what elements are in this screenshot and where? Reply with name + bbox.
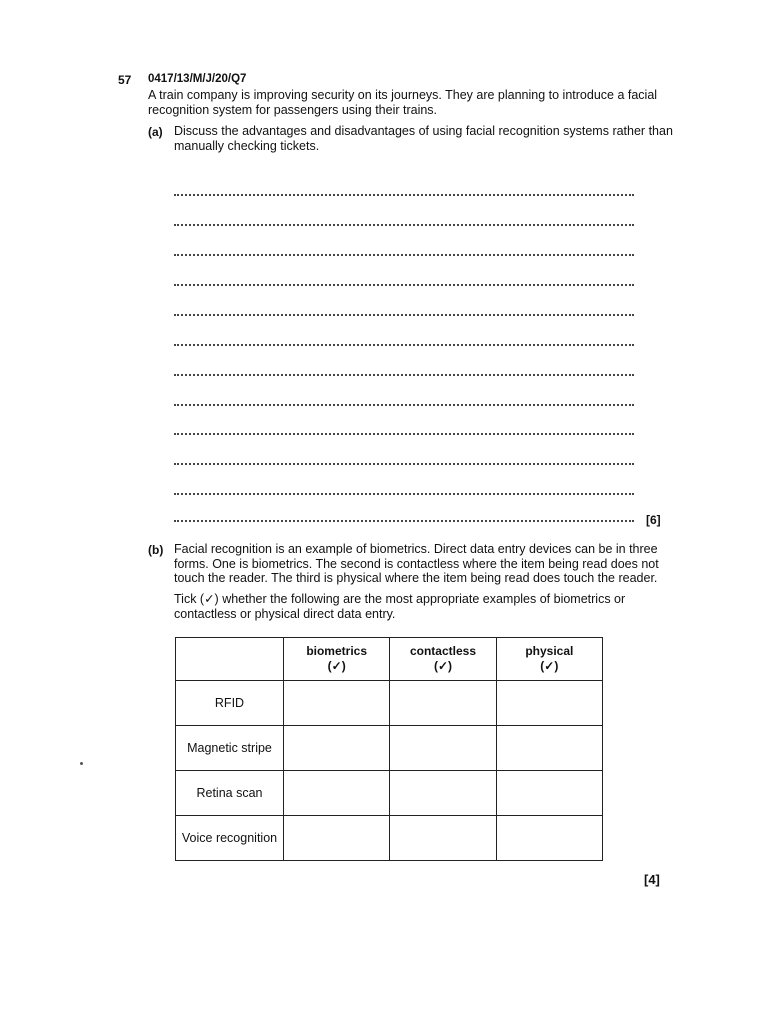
column-header-physical [496, 638, 602, 681]
part-b-instruction: Tick (✓) whether the following are the most appropriate examples of biometrics or contactless or physical direct data entry. [174, 592, 626, 621]
table-row [176, 726, 603, 771]
tick-cell[interactable] [390, 816, 496, 861]
tick-cell[interactable] [496, 771, 602, 816]
question-stem: A train company is improving security on its journeys. They are planning to introduce a facial recognition system for passengers using their trains. [148, 88, 658, 117]
tick-cell[interactable] [390, 681, 496, 726]
question-number: 57 [118, 73, 132, 87]
tick-cell[interactable] [284, 726, 390, 771]
table-row [176, 681, 603, 726]
answer-line[interactable] [174, 224, 634, 226]
answer-line[interactable] [174, 194, 634, 196]
tick-cell[interactable] [284, 771, 390, 816]
tick-symbol: (✓) [327, 659, 346, 673]
table-row [176, 771, 603, 816]
part-b-text: Facial recognition is an example of biometrics. Direct data entry devices can be in three forms. One is biometrics. The second is contactless where the item being read does not touch the reader. The third is physical where the item being read does touch the reader. [174, 542, 659, 585]
row-label-retina-scan: Retina scan [176, 771, 284, 816]
answer-line[interactable] [174, 433, 634, 435]
row-label-magnetic-stripe: Magnetic stripe [176, 726, 284, 771]
answer-line[interactable] [174, 284, 634, 286]
tick-cell[interactable] [284, 816, 390, 861]
scan-speck [80, 762, 83, 765]
part-a-label: (a) [148, 125, 163, 139]
tick-cell[interactable] [284, 681, 390, 726]
row-label-voice-recognition: Voice recognition [176, 816, 284, 861]
answer-line[interactable] [174, 520, 634, 522]
answer-table [175, 637, 603, 861]
part-a-marks: [6] [646, 513, 661, 527]
table-header-row [176, 638, 603, 681]
tick-symbol: (✓) [540, 659, 559, 673]
column-header-contactless [390, 638, 496, 681]
answer-line[interactable] [174, 493, 634, 495]
tick-cell[interactable] [496, 816, 602, 861]
row-label-rfid: RFID [176, 681, 284, 726]
tick-cell[interactable] [496, 726, 602, 771]
column-header-label: biometrics [306, 644, 367, 658]
column-header-biometrics [284, 638, 390, 681]
part-b-label: (b) [148, 543, 164, 557]
part-b-marks: [4] [644, 872, 660, 887]
tick-cell[interactable] [390, 771, 496, 816]
answer-line[interactable] [174, 254, 634, 256]
part-a-text: Discuss the advantages and disadvantages of using facial recognition systems rather than manually checking tickets. [174, 124, 673, 153]
tick-symbol: (✓) [433, 659, 453, 673]
empty-corner-cell [176, 638, 284, 681]
column-header-label: physical [525, 644, 574, 658]
tick-cell[interactable] [496, 681, 602, 726]
answer-line[interactable] [174, 404, 634, 406]
table-row [176, 816, 603, 861]
question-reference: 0417/13/M/J/20/Q7 [148, 73, 247, 85]
answer-line[interactable] [174, 344, 634, 346]
answer-line[interactable] [174, 314, 634, 316]
column-header-label: contactless [409, 644, 476, 658]
answer-line[interactable] [174, 463, 634, 465]
tick-cell[interactable] [390, 726, 496, 771]
answer-line[interactable] [174, 374, 634, 376]
